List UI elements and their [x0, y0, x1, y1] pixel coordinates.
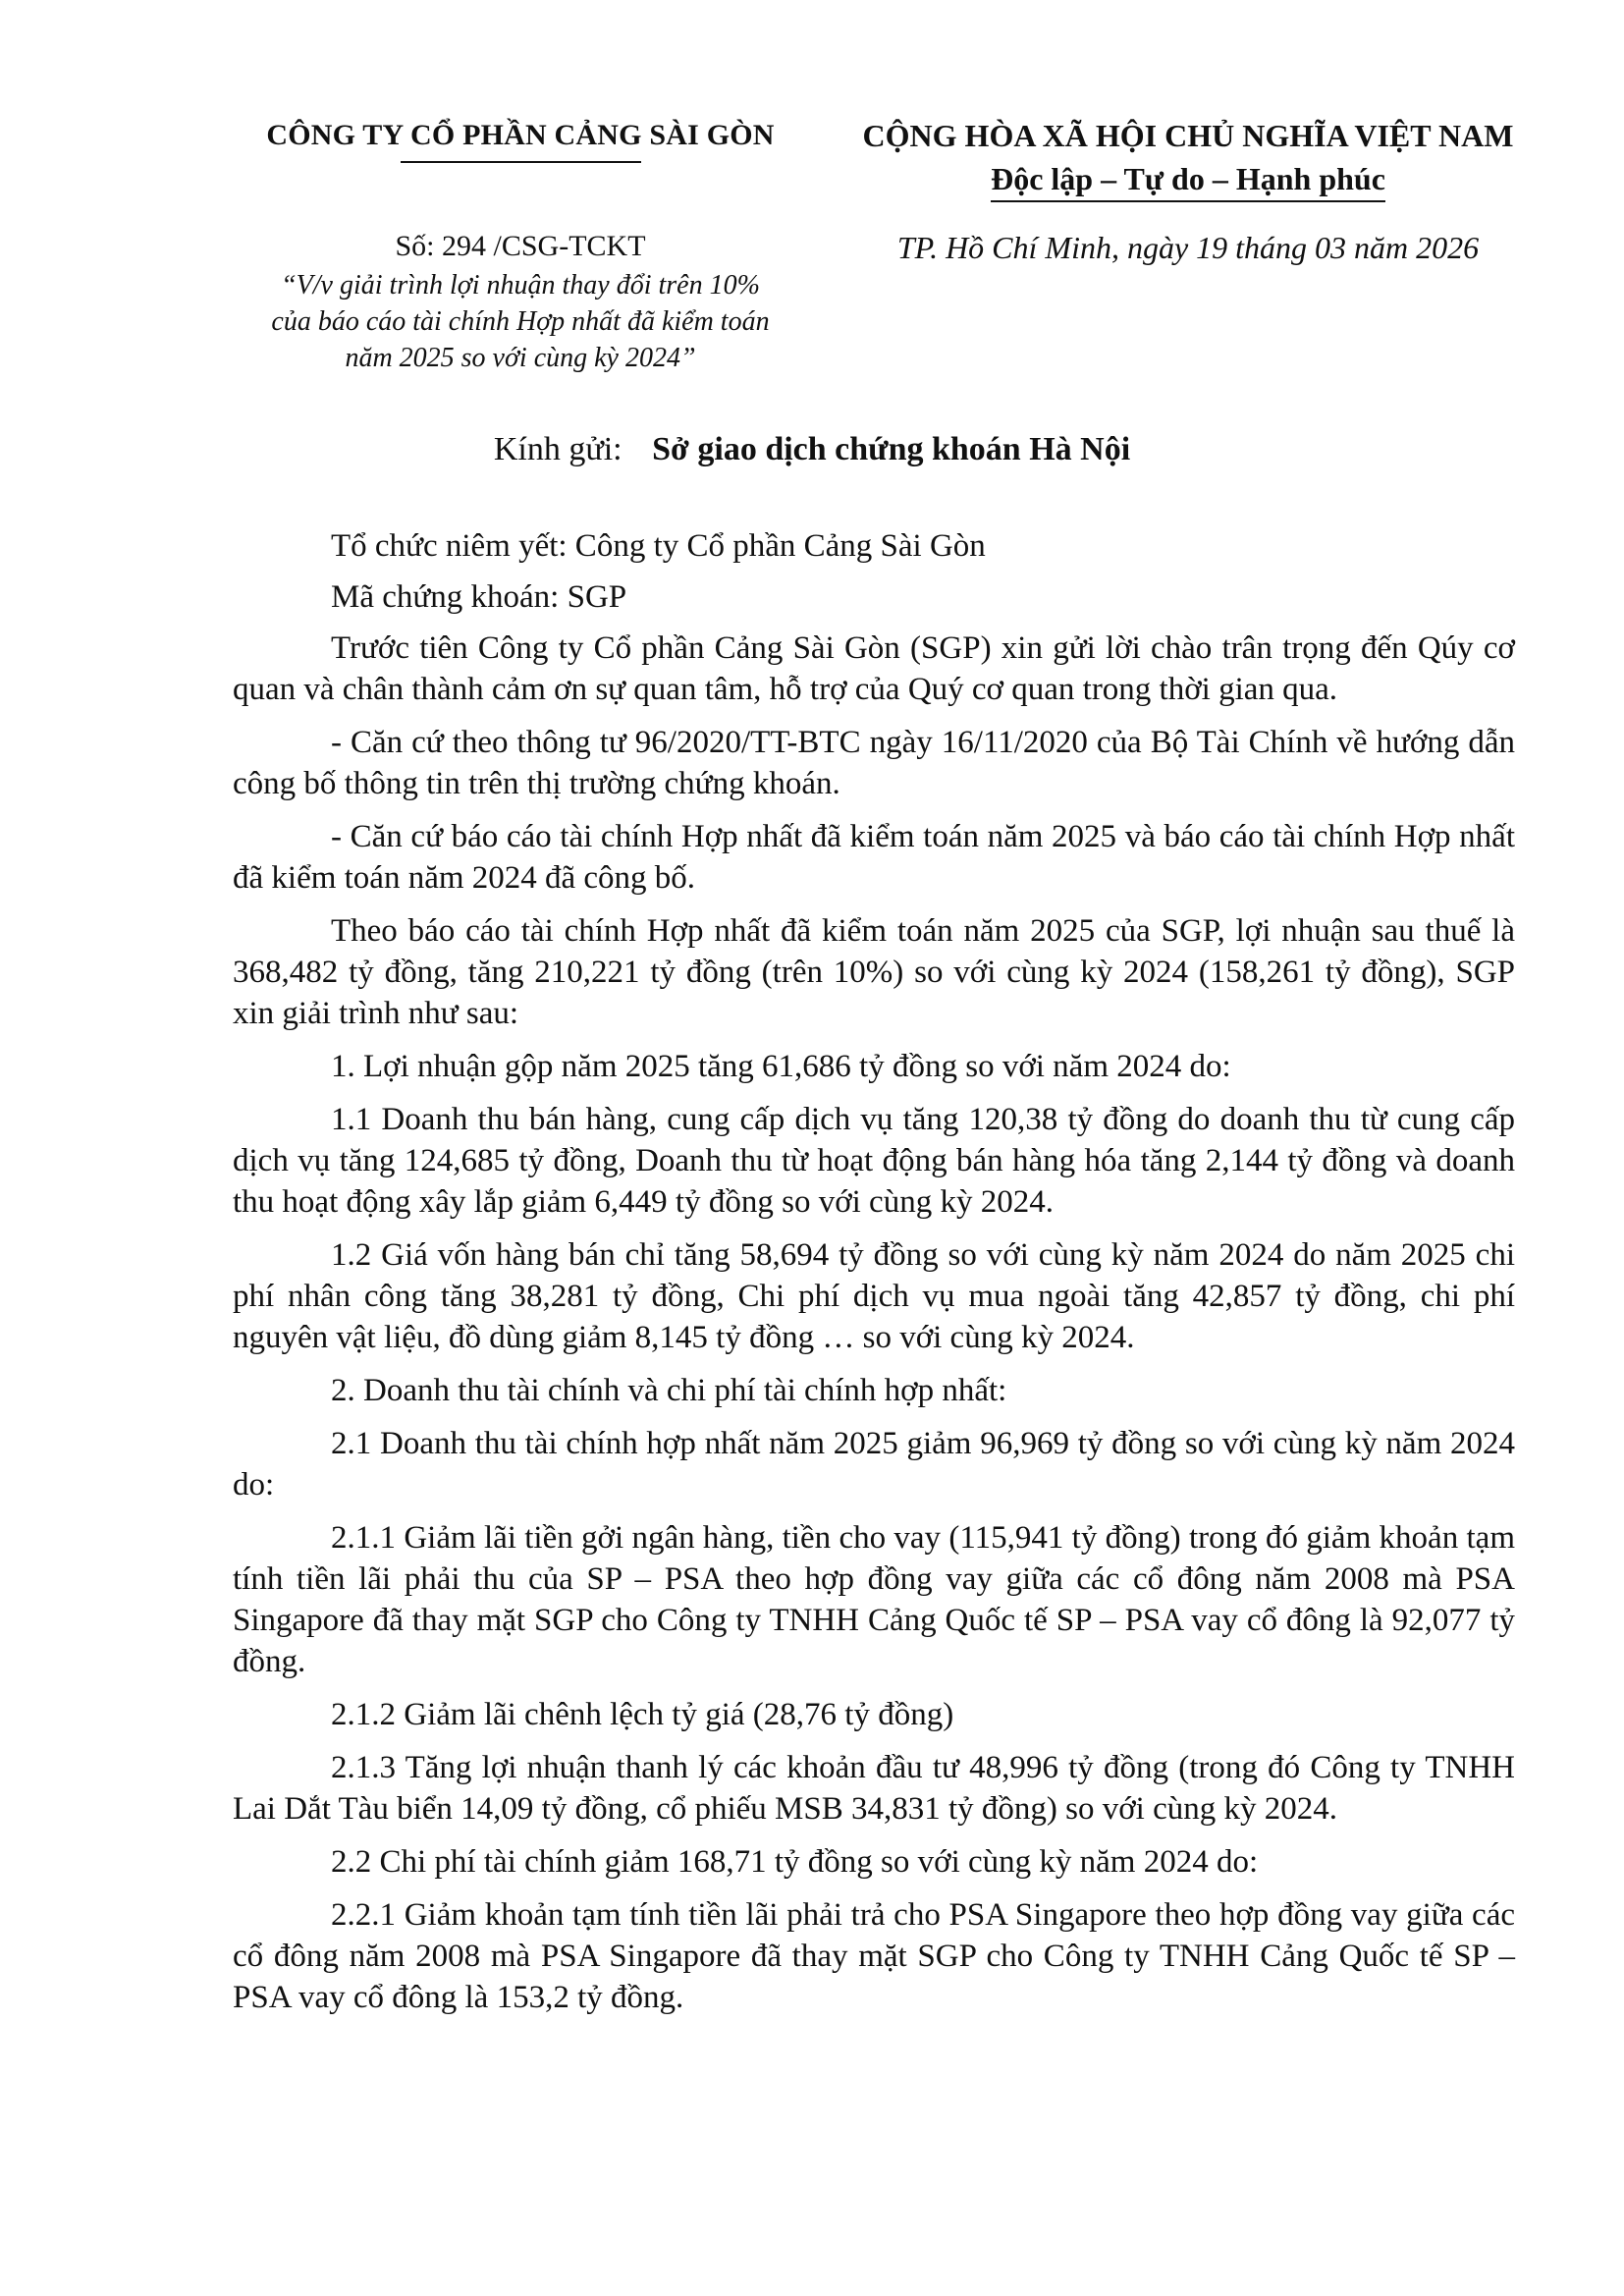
paragraph: 2.2 Chi phí tài chính giảm 168,71 tỷ đồng so với cùng kỳ năm 2024 do:: [331, 1844, 1259, 1880]
paragraph: 1. Lợi nhuận gộp năm 2025 tăng 61,686 tỷ đồng so với năm 2024 do:: [331, 1049, 1231, 1084]
document-date: TP. Hồ Chí Minh, ngày 19 tháng 03 năm 2026: [896, 230, 1480, 265]
paragraph: - Căn cứ theo thông tư 96/2020/TT-BTC ngày 16/11/2020 của Bộ Tài Chính về hướng dẫn công bố thông tin trên thị trường chứng khoán.: [233, 725, 1515, 801]
paragraph: Theo báo cáo tài chính Hợp nhất đã kiểm toán năm 2025 của SGP, lợi nhuận sau thuế là 368,482 tỷ đồng, tăng 210,221 tỷ đồng (trên 10%) so với cùng kỳ 2024 (158,261 tỷ đồng), SGP xin giải trình như sau:: [233, 913, 1515, 1031]
issuer-block: [187, 114, 854, 163]
recipient: Sở giao dịch chứng khoán Hà Nội: [652, 431, 1131, 467]
company-name: CÔNG TY CỔ PHẦN CẢNG SÀI GÒN: [266, 119, 775, 151]
company-underline: [401, 161, 641, 163]
paragraph: 1.2 Giá vốn hàng bán chỉ tăng 58,694 tỷ đồng so với cùng kỳ năm 2024 do năm 2025 chi phí nhân công tăng 38,281 tỷ đồng, Chi phí dịch vụ mua ngoài tăng 42,857 tỷ đồng, chi phí nguyên vật liệu, đồ dùng giảm 8,145 tỷ đồng … so với cùng kỳ 2024.: [233, 1237, 1515, 1355]
paragraph: 2.1.1 Giảm lãi tiền gởi ngân hàng, tiền cho vay (115,941 tỷ đồng) trong đó giảm khoản tạm tính tiền lãi phải thu của SP – PSA theo hợp đồng vay giữa các cổ đông năm 2008 mà PSA Singapore đã thay mặt SGP cho Công ty TNHH Cảng Quốc tế SP – PSA vay cổ đông là 92,077 tỷ đồng.: [233, 1520, 1515, 1679]
subject-line: “V/v giải trình lợi nhuận thay đổi trên 10%: [281, 270, 760, 301]
letter-body: [233, 525, 1515, 2030]
national-motto: Độc lập – Tự do – Hạnh phúc: [991, 157, 1385, 202]
paragraph: Tổ chức niêm yết: Công ty Cổ phần Cảng Sài Gòn: [331, 528, 986, 564]
paragraph: 2.2.1 Giảm khoản tạm tính tiền lãi phải trả cho PSA Singapore theo hợp đồng vay giữa các cổ đông năm 2008 mà PSA Singapore đã thay mặt SGP cho Công ty TNHH Cảng Quốc tế SP – PSA vay cổ đông là 153,2 tỷ đồng.: [233, 1897, 1515, 2015]
greeting: [0, 428, 1624, 471]
document-subject: [157, 267, 884, 376]
subject-line: của báo cáo tài chính Hợp nhất đã kiểm toán: [271, 306, 770, 337]
paragraph: - Căn cứ báo cáo tài chính Hợp nhất đã kiểm toán năm 2025 và báo cáo tài chính Hợp nhất đã kiểm toán năm 2024 đã công bố.: [233, 819, 1515, 896]
national-header: [830, 114, 1546, 202]
paragraph: Mã chứng khoán: SGP: [331, 579, 627, 615]
paragraph: 2.1 Doanh thu tài chính hợp nhất năm 2025 giảm 96,969 tỷ đồng so với cùng kỳ năm 2024 do:: [233, 1426, 1515, 1503]
paragraph: 1.1 Doanh thu bán hàng, cung cấp dịch vụ tăng 120,38 tỷ đồng do doanh thu từ cung cấp dịch vụ tăng 124,685 tỷ đồng, Doanh thu từ hoạt động bán hàng hóa tăng 2,144 tỷ đồng và doanh thu hoạt động xây lắp giảm 6,449 tỷ đồng so với cùng kỳ 2024.: [233, 1102, 1515, 1220]
subject-line: năm 2025 so với cùng kỳ 2024”: [345, 343, 696, 373]
paragraph: Trước tiên Công ty Cổ phần Cảng Sài Gòn (SGP) xin gửi lời chào trân trọng đến Qúy cơ quan và chân thành cảm ơn sự quan tâm, hỗ trợ của Quý cơ quan trong thời gian qua.: [233, 630, 1515, 707]
nation-title: CỘNG HÒA XÃ HỘI CHỦ NGHĨA VIỆT NAM: [862, 118, 1514, 153]
greeting-label: Kính gửi:: [493, 431, 623, 467]
paragraph: 2.1.3 Tăng lợi nhuận thanh lý các khoản đầu tư 48,996 tỷ đồng (trong đó Công ty TNHH Lai Dắt Tàu biển 14,09 tỷ đồng, cổ phiếu MSB 34,831 tỷ đồng) so với cùng kỳ 2024.: [233, 1750, 1515, 1827]
paragraph: 2. Doanh thu tài chính và chi phí tài chính hợp nhất:: [331, 1373, 1007, 1408]
paragraph: 2.1.2 Giảm lãi chênh lệch tỷ giá (28,76 tỷ đồng): [331, 1697, 954, 1732]
document-number: Số: 294 /CSG-TCKT: [395, 230, 646, 262]
